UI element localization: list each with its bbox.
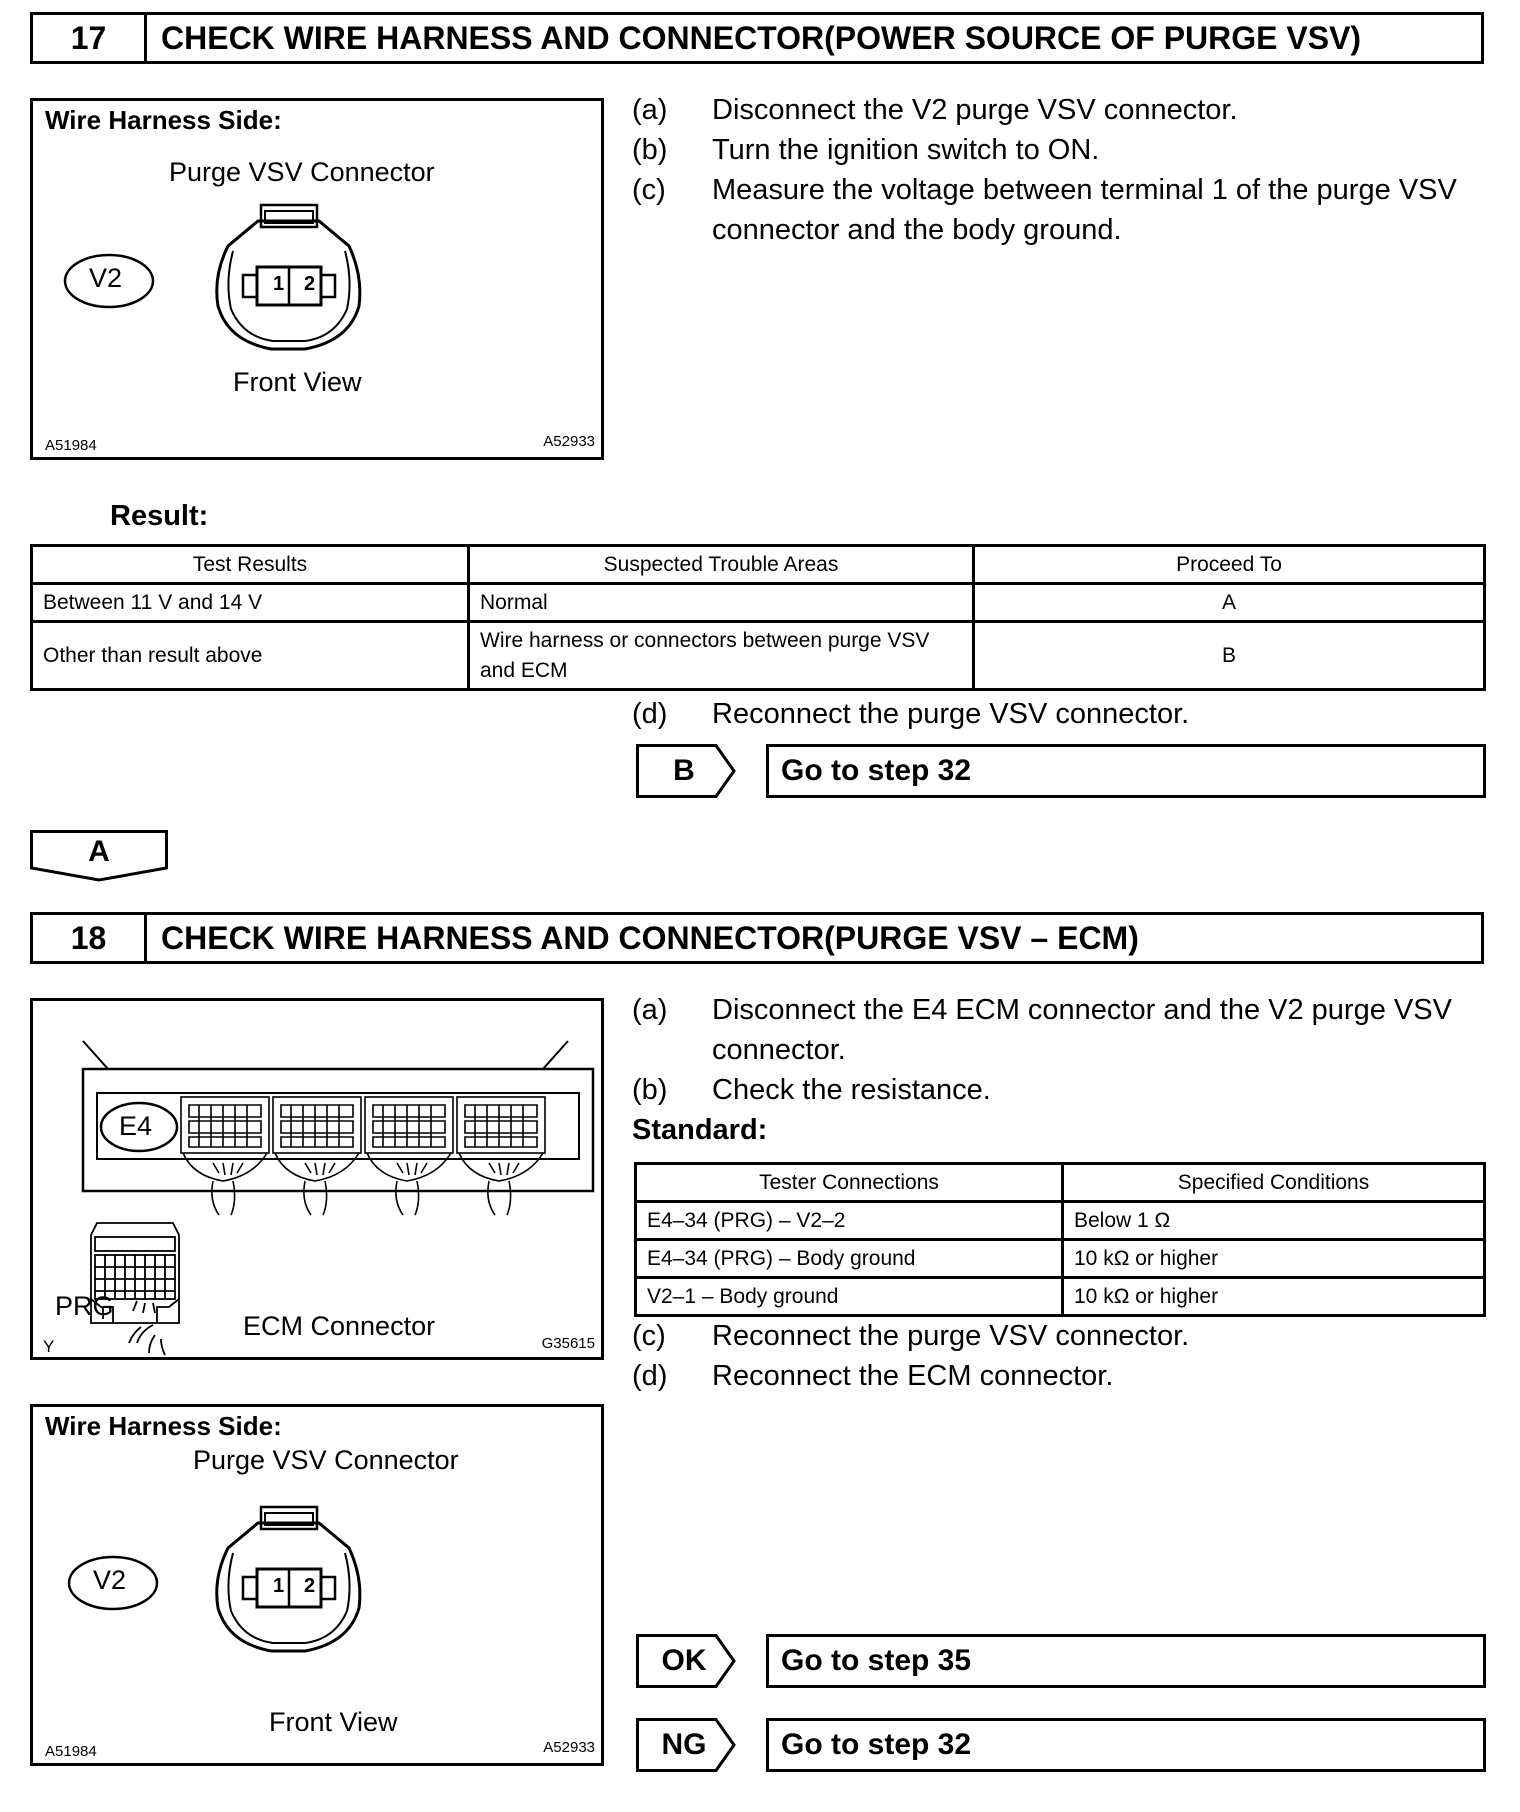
header-suspected-trouble-areas: Suspected Trouble Areas <box>469 546 974 584</box>
cell-trouble-area-line-2: and ECM <box>480 658 568 682</box>
cell-specified-condition: 10 kΩ or higher <box>1063 1278 1485 1316</box>
cell-trouble-area-line-1: Wire harness or connectors between purge VSV <box>480 628 930 652</box>
cell-specified-condition: 10 kΩ or higher <box>1063 1240 1485 1278</box>
nav-ok-tag-label: OK <box>661 1644 707 1677</box>
cell-tester-connection: E4–34 (PRG) – Body ground <box>636 1240 1063 1278</box>
step-17-number: 17 <box>33 15 147 61</box>
front-view-label: Front View <box>233 367 362 397</box>
cell-tester-connection: E4–34 (PRG) – V2–2 <box>636 1202 1063 1240</box>
wire-harness-side-label: Wire Harness Side: <box>45 105 282 135</box>
proceed-a-tag[interactable] <box>30 830 168 882</box>
pin-2-2: 2 <box>304 1575 316 1597</box>
purge-vsv-connector-figure-2 <box>30 1404 604 1766</box>
header-test-results: Test Results <box>32 546 469 584</box>
cell-test-result: Between 11 V and 14 V <box>32 584 469 622</box>
header-tester-connections: Tester Connections <box>636 1164 1063 1202</box>
figure-corner-label: Y <box>43 1337 55 1356</box>
table-row <box>636 1240 1485 1278</box>
nav-ng-tag-label: NG <box>661 1728 707 1761</box>
result-heading: Result: <box>110 500 209 532</box>
nav-ok-target[interactable]: Go to step 35 <box>766 1634 1486 1688</box>
nav-ng-target[interactable]: Go to step 32 <box>766 1718 1486 1772</box>
ecm-connector-diagram <box>33 1001 601 1357</box>
purge-vsv-connector-label-2: Purge VSV Connector <box>193 1445 459 1475</box>
result-table-header <box>32 546 1485 584</box>
step-17-header <box>30 12 1484 64</box>
standard-heading: Standard: <box>632 1114 768 1146</box>
figure-code-left: A51984 <box>45 437 97 454</box>
front-view-label-2: Front View <box>269 1707 398 1737</box>
cell-proceed-to: A <box>974 584 1485 622</box>
step-17-title: CHECK WIRE HARNESS AND CONNECTOR(POWER SOURCE OF PURGE VSV) <box>161 19 1362 56</box>
cell-trouble-area <box>469 622 974 690</box>
ecm-connector-label: ECM Connector <box>243 1311 436 1341</box>
proceed-a-label: A <box>88 835 110 868</box>
standard-table <box>634 1162 1486 1317</box>
connector-code-v2: V2 <box>89 263 123 293</box>
prg-terminal-label: PRG <box>55 1291 114 1321</box>
nav-b-tag-label: B <box>673 754 695 787</box>
cell-proceed-to: B <box>974 622 1485 690</box>
table-row <box>636 1202 1485 1240</box>
standard-table-header <box>636 1164 1485 1202</box>
nav-ng-tag[interactable] <box>636 1718 736 1772</box>
nav-b-tag[interactable] <box>636 744 736 798</box>
ecm-connector-figure <box>30 998 604 1360</box>
table-row <box>636 1278 1485 1316</box>
step-18-header <box>30 912 1484 964</box>
step-18-number: 18 <box>33 915 147 961</box>
connector-code-v2-2: V2 <box>93 1565 127 1595</box>
wire-harness-side-label-2: Wire Harness Side: <box>45 1411 282 1441</box>
pin-1-2: 1 <box>273 1575 285 1597</box>
nav-ok-go-to-step-35[interactable] <box>636 1634 1486 1688</box>
cell-tester-connection: V2–1 – Body ground <box>636 1278 1063 1316</box>
pin-2: 2 <box>304 273 316 295</box>
nav-ng-go-to-step-32[interactable] <box>636 1718 1486 1772</box>
result-table <box>30 544 1486 691</box>
purge-vsv-connector-label: Purge VSV Connector <box>169 157 435 187</box>
cell-test-result: Other than result above <box>32 622 469 690</box>
pin-1: 1 <box>273 273 285 295</box>
nav-ok-tag[interactable] <box>636 1634 736 1688</box>
figure-code-left-2: A51984 <box>45 1743 97 1760</box>
step-18-title: CHECK WIRE HARNESS AND CONNECTOR(PURGE VSV – ECM) <box>161 919 1139 956</box>
figure-code-right-2: A52933 <box>543 1739 595 1756</box>
nav-b-go-to-step-32[interactable] <box>636 744 1486 798</box>
figure-code: G35615 <box>541 1335 595 1352</box>
table-row <box>32 622 1485 690</box>
header-specified-conditions: Specified Conditions <box>1063 1164 1485 1202</box>
nav-b-target[interactable]: Go to step 32 <box>766 744 1486 798</box>
table-row <box>32 584 1485 622</box>
figure-code-right: A52933 <box>543 433 595 450</box>
ecm-connector-code-e4: E4 <box>119 1111 153 1141</box>
cell-specified-condition: Below 1 Ω <box>1063 1202 1485 1240</box>
purge-vsv-connector-figure <box>30 98 604 460</box>
header-proceed-to: Proceed To <box>974 546 1485 584</box>
cell-trouble-area: Normal <box>469 584 974 622</box>
